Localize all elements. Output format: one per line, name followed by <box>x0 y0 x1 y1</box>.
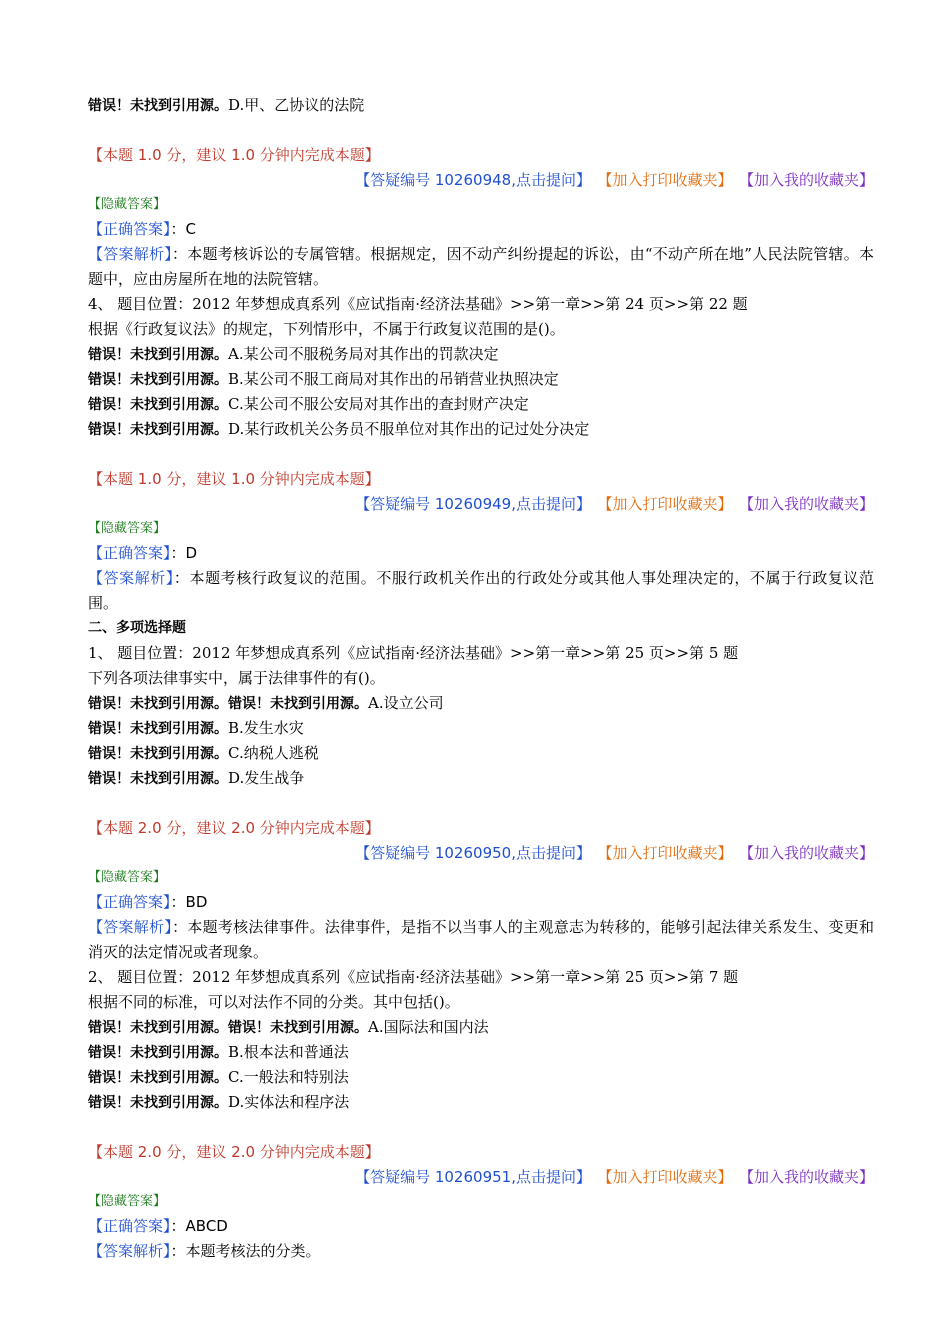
analysis-label: 【答案解析】 <box>88 569 174 587</box>
option-text: C.一般法和特别法 <box>228 1068 349 1086</box>
answer-analysis: 【答案解析】：本题考核诉讼的专属管辖。根据规定，因不动产纠纷提起的诉讼，由“不动产所在地”人民法院管辖。本题中，应由房屋所在地的法院管辖。 <box>88 245 874 288</box>
option-line <box>88 1040 874 1065</box>
analysis-label: 【答案解析】 <box>88 245 173 263</box>
analysis-text: 本题考核诉讼的专属管辖。根据规定，因不动产纠纷提起的诉讼，由“不动产所在地”人民法院管辖。本题中，应由房屋所在地的法院管辖。 <box>88 245 874 288</box>
hide-answer-link[interactable]: 【隐藏答案】 <box>88 1194 167 1209</box>
question-position: 4、 题目位置：2012 年梦想成真系列《应试指南·经济法基础》>>第一章>>第 24 页>>第 22 题 <box>88 295 748 313</box>
error-text: 错误！未找到引用源。 <box>88 98 228 114</box>
hide-answer-link[interactable]: 【隐藏答案】 <box>88 870 167 885</box>
correct-answer: 【正确答案】：C <box>88 220 197 238</box>
section-heading: 二、多项选择题 <box>88 620 186 636</box>
option-text: D.某行政机关公务员不服单位对其作出的记过处分决定 <box>228 420 590 438</box>
error-text: 错误！未找到引用源。 <box>228 696 368 712</box>
add-print-favorites-link[interactable]: 【加入打印收藏夹】 <box>604 171 733 189</box>
option-text: D.甲、乙协议的法院 <box>228 96 365 114</box>
option-text: A.某公司不服税务局对其作出的罚款决定 <box>228 345 499 363</box>
answer-analysis: 【答案解析】：本题考核行政复议的范围。不服行政机关作出的行政处分或其他人事处理决定的，不属于行政复议范围。 <box>88 569 874 612</box>
ask-question-link[interactable]: 【答疑编号 10260949,点击提问】 <box>355 495 591 513</box>
option-text: D.实体法和程序法 <box>228 1093 350 1111</box>
error-text: 错误！未找到引用源。 <box>88 347 228 363</box>
document-body <box>88 93 874 1264</box>
correct-answer: 【正确答案】：D <box>88 544 198 562</box>
correct-answer-value: BD <box>185 893 208 911</box>
analysis-text: 本题考核行政复议的范围。不服行政机关作出的行政处分或其他人事处理决定的，不属于行政复议范围。 <box>88 569 874 612</box>
ask-question-link[interactable]: 【答疑编号 10260948,点击提问】 <box>355 171 591 189</box>
score-note: 【本题 2.0 分，建议 2.0 分钟内完成本题】 <box>88 1143 380 1161</box>
analysis-text: 本题考核法的分类。 <box>185 1242 321 1260</box>
option-line <box>88 691 874 716</box>
add-my-favorites-link[interactable]: 【加入我的收藏夹】 <box>746 844 874 862</box>
error-text: 错误！未找到引用源。 <box>88 372 228 388</box>
score-note: 【本题 1.0 分，建议 1.0 分钟内完成本题】 <box>88 470 380 488</box>
action-links <box>88 492 874 517</box>
option-text: B.根本法和普通法 <box>228 1043 349 1061</box>
question-position: 2、 题目位置：2012 年梦想成真系列《应试指南·经济法基础》>>第一章>>第 25 页>>第 7 题 <box>88 968 739 986</box>
option-line <box>88 766 874 791</box>
correct-answer: 【正确答案】：ABCD <box>88 1217 228 1235</box>
score-note: 【本题 2.0 分，建议 2.0 分钟内完成本题】 <box>88 819 380 837</box>
hide-answer-link[interactable]: 【隐藏答案】 <box>88 197 167 212</box>
option-text: D.发生战争 <box>228 769 305 787</box>
option-line <box>88 93 874 118</box>
action-links <box>88 168 874 193</box>
option-line <box>88 342 874 367</box>
answer-analysis: 【答案解析】：本题考核法的分类。 <box>88 1242 321 1260</box>
option-text: C.某公司不服公安局对其作出的查封财产决定 <box>228 395 529 413</box>
option-line <box>88 1090 874 1115</box>
hide-answer-link[interactable]: 【隐藏答案】 <box>88 521 167 536</box>
correct-answer-label: 【正确答案】 <box>88 1217 171 1235</box>
answer-analysis: 【答案解析】：本题考核法律事件。法律事件，是指不以当事人的主观意志为转移的，能够引起法律关系发生、变更和消灭的法定情况或者现象。 <box>88 918 874 961</box>
error-text: 错误！未找到引用源。 <box>88 1045 228 1061</box>
question-stem: 根据《行政复议法》的规定，下列情形中，不属于行政复议范围的是()。 <box>88 320 565 338</box>
action-links <box>88 841 874 866</box>
action-links <box>88 1165 874 1190</box>
error-text: 错误！未找到引用源。 <box>88 397 228 413</box>
error-text: 错误！未找到引用源。 <box>228 1020 368 1036</box>
option-text: C.纳税人逃税 <box>228 744 319 762</box>
question-stem: 根据不同的标准，可以对法作不同的分类。其中包括()。 <box>88 993 460 1011</box>
error-text: 错误！未找到引用源。 <box>88 746 228 762</box>
add-print-favorites-link[interactable]: 【加入打印收藏夹】 <box>604 495 733 513</box>
option-line <box>88 417 874 442</box>
option-line <box>88 1065 874 1090</box>
error-text: 错误！未找到引用源。 <box>88 422 228 438</box>
error-text: 错误！未找到引用源。 <box>88 721 228 737</box>
correct-answer-label: 【正确答案】 <box>88 893 171 911</box>
correct-answer-label: 【正确答案】 <box>88 220 171 238</box>
option-line <box>88 392 874 417</box>
option-line <box>88 716 874 741</box>
option-text: B.发生水灾 <box>228 719 304 737</box>
ask-question-link[interactable]: 【答疑编号 10260951,点击提问】 <box>355 1168 591 1186</box>
question-position: 1、 题目位置：2012 年梦想成真系列《应试指南·经济法基础》>>第一章>>第 25 页>>第 5 题 <box>88 644 739 662</box>
option-line <box>88 367 874 392</box>
correct-answer: 【正确答案】：BD <box>88 893 208 911</box>
add-print-favorites-link[interactable]: 【加入打印收藏夹】 <box>604 844 733 862</box>
error-text: 错误！未找到引用源。 <box>88 1095 228 1111</box>
add-print-favorites-link[interactable]: 【加入打印收藏夹】 <box>604 1168 733 1186</box>
correct-answer-value: D <box>185 544 198 562</box>
error-text: 错误！未找到引用源。 <box>88 696 228 712</box>
analysis-label: 【答案解析】 <box>88 918 173 936</box>
option-text: A.设立公司 <box>368 694 444 712</box>
option-text: A.国际法和国内法 <box>368 1018 489 1036</box>
option-text: B.某公司不服工商局对其作出的吊销营业执照决定 <box>228 370 559 388</box>
analysis-label: 【答案解析】 <box>88 1242 171 1260</box>
correct-answer-value: C <box>185 220 197 238</box>
ask-question-link[interactable]: 【答疑编号 10260950,点击提问】 <box>355 844 591 862</box>
score-note: 【本题 1.0 分，建议 1.0 分钟内完成本题】 <box>88 146 380 164</box>
error-text: 错误！未找到引用源。 <box>88 1070 228 1086</box>
add-my-favorites-link[interactable]: 【加入我的收藏夹】 <box>746 1168 874 1186</box>
add-my-favorites-link[interactable]: 【加入我的收藏夹】 <box>746 495 874 513</box>
add-my-favorites-link[interactable]: 【加入我的收藏夹】 <box>746 171 874 189</box>
option-line <box>88 741 874 766</box>
correct-answer-value: ABCD <box>185 1217 228 1235</box>
option-line <box>88 1015 874 1040</box>
error-text: 错误！未找到引用源。 <box>88 1020 228 1036</box>
analysis-text: 本题考核法律事件。法律事件，是指不以当事人的主观意志为转移的，能够引起法律关系发生、变更和消灭的法定情况或者现象。 <box>88 918 874 961</box>
error-text: 错误！未找到引用源。 <box>88 771 228 787</box>
question-stem: 下列各项法律事实中，属于法律事件的有()。 <box>88 669 385 687</box>
correct-answer-label: 【正确答案】 <box>88 544 171 562</box>
